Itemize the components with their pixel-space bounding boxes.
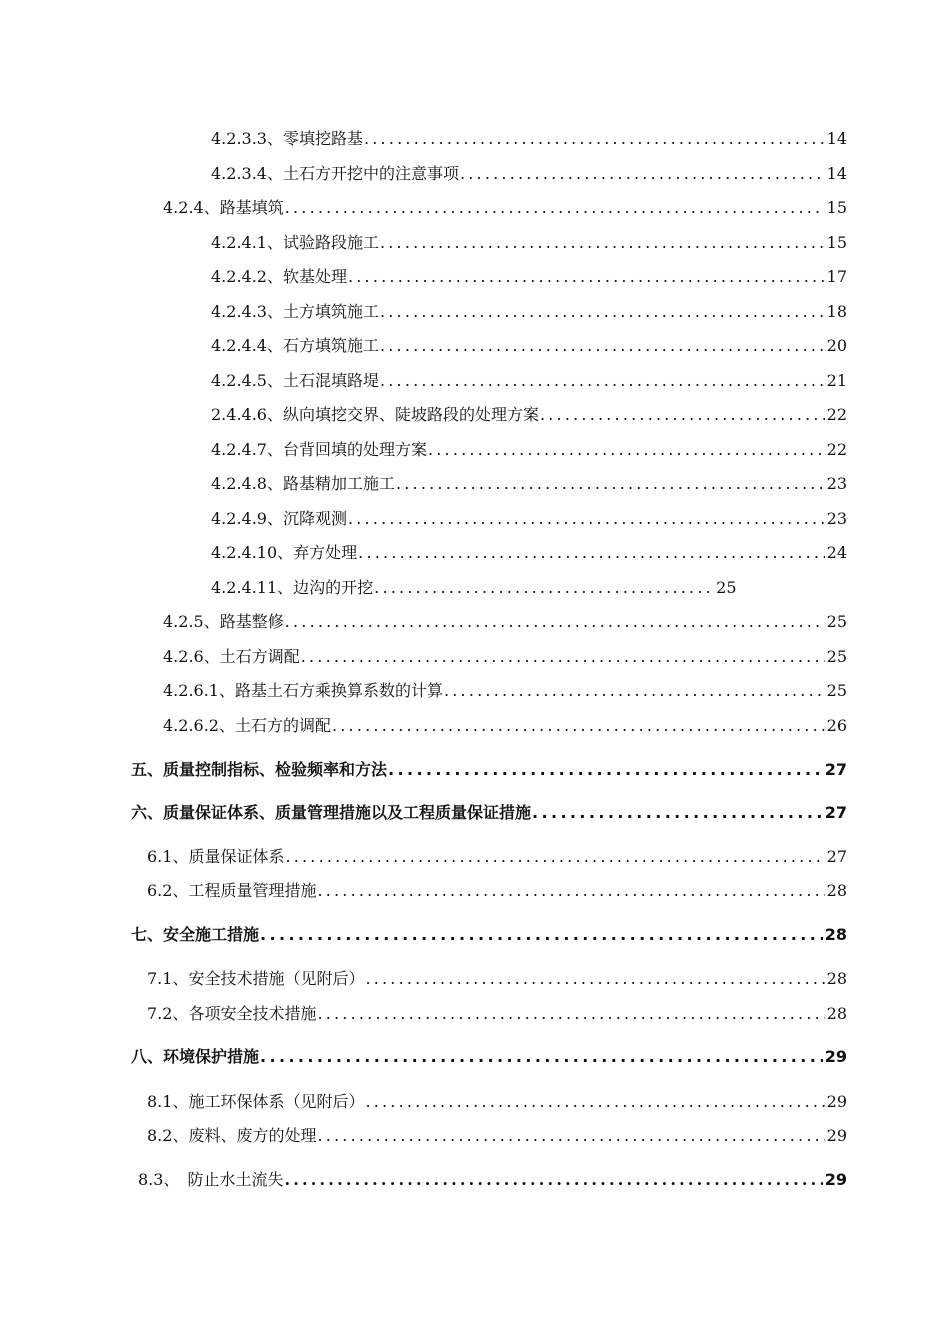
toc-leader-dots (285, 847, 824, 866)
toc-page-number: 14 (826, 164, 847, 183)
toc-entry-4-2-4-8[interactable] (211, 471, 847, 494)
toc-leader-dots (396, 474, 825, 493)
toc-page-number: 25 (826, 647, 847, 666)
toc-leader-dots (348, 509, 825, 528)
toc-leader-dots (285, 612, 825, 631)
toc-entry-6-2[interactable] (147, 878, 847, 901)
toc-page-number: 22 (826, 440, 847, 459)
toc-section-title: 七、安全施工措施 (131, 925, 260, 944)
toc-leader-dots (332, 716, 825, 735)
toc-section-5[interactable] (131, 757, 847, 780)
toc-entry-4-2-4[interactable] (163, 195, 847, 218)
toc-entry-7-2[interactable] (147, 1001, 847, 1024)
toc-page-number: 22 (826, 405, 847, 424)
toc-entry-title: 4.2.4.1、试验路段施工 (211, 233, 379, 252)
toc-section-title: 五、质量控制指标、检验频率和方法 (131, 760, 388, 779)
toc-leader-dots (532, 803, 823, 822)
toc-page-number: 29 (824, 1170, 847, 1189)
toc-page-number: 18 (826, 302, 847, 321)
toc-section-title: 六、质量保证体系、质量管理措施以及工程质量保证措施 (131, 803, 532, 822)
toc-page-number: 15 (826, 233, 847, 252)
toc-entry-8-2[interactable] (147, 1123, 847, 1146)
toc-entry-title: 4.2.3.4、土石方开挖中的注意事项 (211, 164, 459, 183)
toc-entry-4-2-4-3[interactable] (211, 299, 847, 322)
toc-entry-4-2-3-3[interactable] (211, 126, 847, 149)
toc-entry-6-1[interactable] (147, 844, 847, 867)
toc-entry-4-2-4-10[interactable] (211, 540, 847, 563)
toc-page-number: 25 (826, 681, 847, 700)
toc-leader-dots (358, 543, 824, 562)
toc-entry-4-2-4-7[interactable] (211, 437, 847, 460)
toc-entry-2-4-4-6[interactable] (211, 402, 847, 425)
toc-entry-title: 4.2.6.2、土石方的调配 (163, 716, 331, 735)
toc-leader-dots (540, 405, 825, 424)
toc-entry-4-2-4-4[interactable] (211, 333, 847, 356)
toc-leader-dots (301, 647, 825, 666)
toc-leader-dots (260, 925, 823, 944)
toc-entry-title: 4.2.4.9、沉降观测 (211, 509, 347, 528)
toc-page-number: 24 (826, 543, 847, 562)
toc-entry-4-2-4-5[interactable] (211, 368, 847, 391)
toc-leader-dots (380, 371, 825, 390)
toc-entry-8-1[interactable] (147, 1089, 847, 1112)
toc-page-number: 27 (826, 847, 847, 866)
toc-leader-dots (460, 164, 825, 183)
toc-entry-4-2-4-9[interactable] (211, 506, 847, 529)
toc-entry-title: 4.2.5、路基整修 (163, 612, 284, 631)
toc-entry-title: 4.2.4.8、路基精加工施工 (211, 474, 395, 493)
toc-entry-title: 4.2.4.4、石方填筑施工 (211, 336, 379, 355)
toc-leader-dots (284, 1170, 822, 1189)
toc-page-number: 23 (826, 509, 847, 528)
toc-section-title: 八、环境保护措施 (131, 1047, 260, 1066)
toc-leader-dots (365, 1092, 824, 1111)
toc-page-number: 20 (826, 336, 847, 355)
toc-entry-title: 4.2.3.3、零填挖路基 (211, 129, 363, 148)
toc-entry-title: 4.2.6.1、路基土石方乘换算系数的计算 (163, 681, 443, 700)
toc-entry-title: 2.4.4.6、纵向填挖交界、陡坡路段的处理方案 (211, 405, 539, 424)
toc-entry-title: 4.2.6、土石方调配 (163, 647, 300, 666)
toc-leader-dots (444, 681, 825, 700)
toc-leader-dots (364, 129, 825, 148)
toc-page-number: 29 (824, 1047, 847, 1066)
toc-page-number: 17 (826, 267, 847, 286)
toc-entry-title: 4.2.4.7、台背回填的处理方案 (211, 440, 427, 459)
toc-page-number: 29 (826, 1092, 847, 1111)
toc-leader-dots (380, 302, 825, 321)
toc-entry-4-2-4-2[interactable] (211, 264, 847, 287)
toc-leader-dots (365, 969, 824, 988)
toc-page-number: 23 (826, 474, 847, 493)
toc-page-number: 28 (824, 925, 847, 944)
toc-entry-title: 8.2、废料、废方的处理 (147, 1126, 317, 1145)
toc-entry-title: 4.2.4、路基填筑 (163, 198, 284, 217)
toc-page-number: 14 (826, 129, 847, 148)
toc-entry-title: 4.2.4.2、软基处理 (211, 267, 347, 286)
toc-entry-8-3[interactable] (138, 1167, 847, 1190)
toc-entry-title: 6.1、质量保证体系 (147, 847, 285, 866)
toc-entry-title: 7.1、安全技术措施（见附后） (147, 969, 365, 988)
toc-page-number: 26 (826, 716, 847, 735)
toc-page-number: 21 (826, 371, 847, 390)
toc-entry-title: 4.2.4.10、弃方处理 (211, 543, 358, 562)
toc-entry-title: 7.2、各项安全技术措施 (147, 1004, 317, 1023)
toc-leader-dots (317, 1126, 824, 1145)
toc-section-8[interactable] (131, 1044, 847, 1067)
toc-entry-title: 8.1、施工环保体系（见附后） (147, 1092, 365, 1111)
toc-page-number: 28 (826, 881, 847, 900)
toc-leader-dots (317, 881, 824, 900)
toc-entry-4-2-6[interactable] (163, 644, 847, 667)
toc-entry-title: 4.2.4.5、土石混填路堤 (211, 371, 379, 390)
toc-page-number: 25 (826, 612, 847, 631)
toc-page-number: 28 (826, 969, 847, 988)
toc-leader-dots (285, 198, 825, 217)
toc-leader-dots (388, 760, 823, 779)
toc-page-number: 15 (826, 198, 847, 217)
toc-entry-4-2-3-4[interactable] (211, 161, 847, 184)
toc-entry-4-2-6-2[interactable] (163, 713, 847, 736)
toc-leader-dots (428, 440, 825, 459)
toc-entry-4-2-4-11[interactable] (211, 575, 737, 598)
toc-entry-title: 8.3、 防止水土流失 (138, 1170, 284, 1189)
toc-entry-4-2-6-1[interactable] (163, 678, 847, 701)
toc-page-number: 27 (824, 803, 847, 822)
toc-leader-dots (317, 1004, 824, 1023)
toc-entry-title: 6.2、工程质量管理措施 (147, 881, 317, 900)
toc-leader-dots (260, 1047, 823, 1066)
toc-section-6[interactable] (131, 800, 847, 823)
toc-section-7[interactable] (131, 922, 847, 945)
toc-page-number: 28 (826, 1004, 847, 1023)
toc-page-number: 25 (716, 578, 737, 597)
toc-entry-title: 4.2.4.3、土方填筑施工 (211, 302, 379, 321)
toc-entry-4-2-4-1[interactable] (211, 230, 847, 253)
toc-leader-dots (348, 267, 825, 286)
toc-page-number: 27 (824, 760, 847, 779)
toc-leader-dots (380, 336, 825, 355)
toc-page-number: 29 (826, 1126, 847, 1145)
toc-entry-7-1[interactable] (147, 966, 847, 989)
toc-leader-dots (374, 578, 714, 597)
toc-entry-4-2-5[interactable] (163, 609, 847, 632)
toc-entry-title: 4.2.4.11、边沟的开挖 (211, 578, 374, 597)
toc-leader-dots (380, 233, 825, 252)
